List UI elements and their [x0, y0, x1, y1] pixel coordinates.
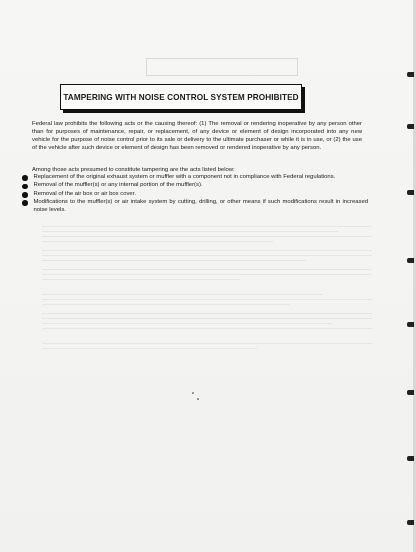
list-item [22, 182, 368, 190]
federal-law-paragraph: Federal law prohibits the following acts or the causing thereof: (1) The removal or rendering inoperative by any person other than for purposes of maintenance, repair, or replacement, of any device or element of design incorporated into any new vehicle for the purpose of noise control prior to its sale or delivery to the ultimate purchaser or while it is in use, or (2) the use of the vehicle after such device or element of design has been removed or rendered inoperative by any person. [32, 121, 362, 151]
punch-hole [407, 190, 414, 195]
act-text: Removal of the muffler(s) or any internal portion of the muffler(s). [33, 182, 203, 189]
punch-hole [407, 258, 414, 263]
bleed-through-text [42, 226, 372, 353]
punch-hole [407, 124, 414, 129]
punch-hole [407, 520, 414, 525]
bullet-icon [22, 192, 28, 198]
punch-hole [407, 456, 414, 461]
paper-speck [197, 398, 199, 400]
tampering-acts-list [22, 174, 368, 216]
list-item [22, 191, 368, 199]
paper-speck [192, 392, 194, 394]
bullet-icon [22, 184, 28, 190]
punch-hole [407, 390, 414, 395]
act-text: Removal of the air box or air box cover. [33, 190, 136, 197]
list-item [22, 174, 368, 182]
act-text: Replacement of the original exhaust system or muffler with a component not in compliance with Federal regulations. [33, 174, 336, 180]
bullet-icon [22, 200, 28, 206]
section-heading: TAMPERING WITH NOISE CONTROL SYSTEM PROHIBITED [63, 92, 299, 102]
acts-intro: Among those acts presumed to constitute tampering are the acts listed below: [32, 167, 235, 173]
act-text: Modifications to the muffler(s) or air intake system by cutting, drilling, or other means if such modifications result in increased noise levels. [33, 199, 368, 214]
bullet-icon [22, 175, 28, 181]
bleed-through-heading [146, 58, 298, 76]
list-item [22, 199, 368, 215]
punch-hole [407, 72, 414, 77]
heading-box [60, 84, 302, 110]
punch-hole [407, 322, 414, 327]
